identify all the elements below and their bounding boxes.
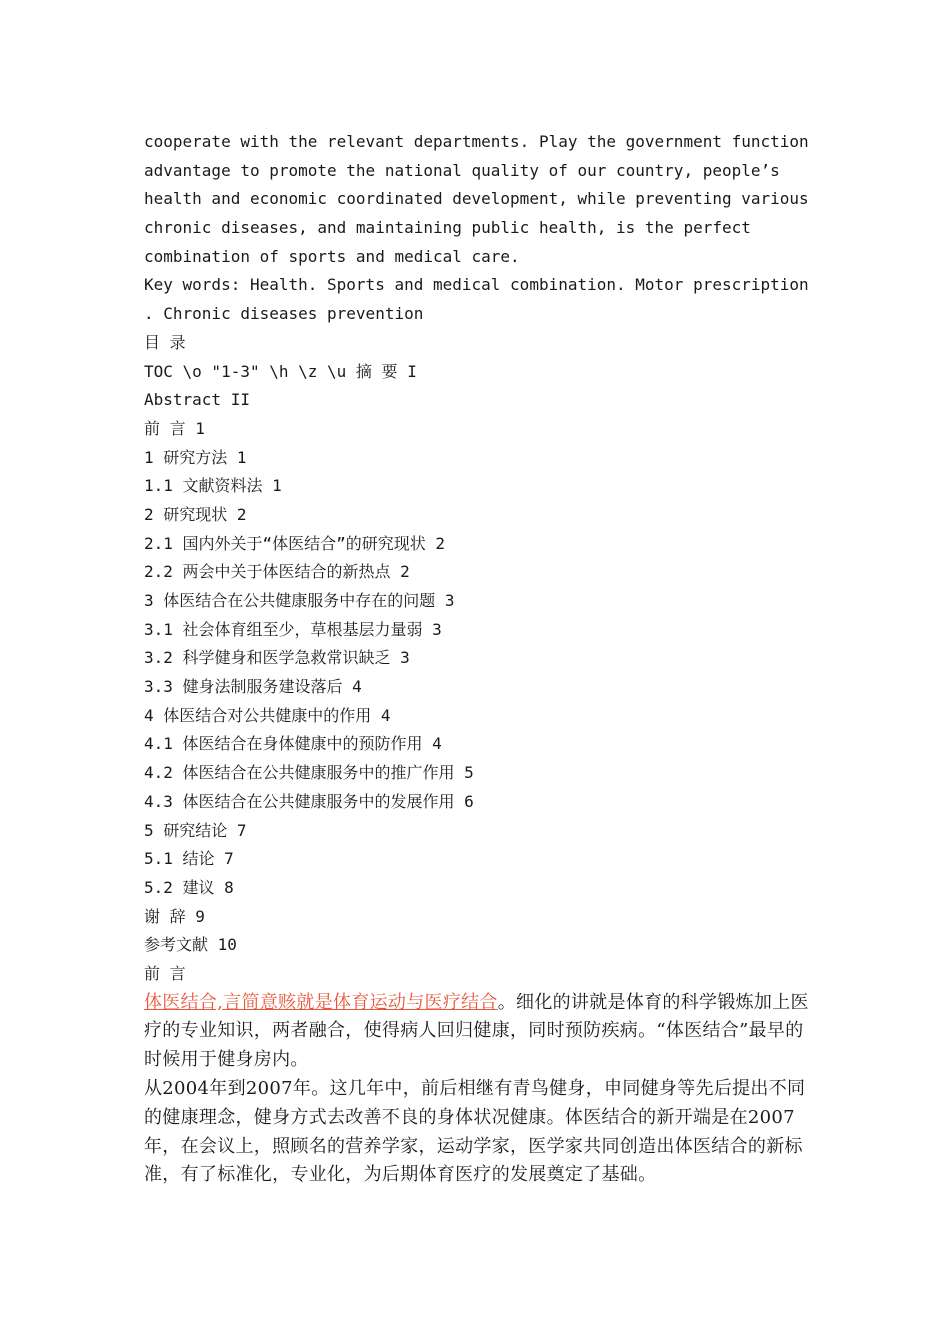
abstract-section — [144, 128, 809, 271]
keywords-line: Key words: Health. Sports and medical combination. Motor prescription — [144, 275, 809, 295]
toc-entry[interactable]: 4 体医结合对公共健康中的作用 4 — [144, 705, 391, 725]
abstract-line: chronic diseases, and maintaining public health, is the perfect — [144, 218, 751, 238]
toc-entry[interactable]: 1.1 文献资料法 1 — [144, 476, 282, 496]
preface-link[interactable]: 体医结合,言简意赅就是体育运动与医疗结合 — [144, 991, 498, 1013]
toc-entry[interactable]: 4.3 体医结合在公共健康服务中的发展作用 6 — [144, 791, 474, 811]
document-page — [144, 128, 809, 1190]
toc-entry[interactable]: 5.1 结论 7 — [144, 849, 234, 869]
toc-entry[interactable]: 4.2 体医结合在公共健康服务中的推广作用 5 — [144, 763, 474, 783]
preface-heading: 前 言 — [144, 963, 186, 983]
abstract-line: health and economic coordinated development, while preventing various — [144, 189, 809, 209]
toc-entry[interactable]: 参考文献 10 — [144, 935, 237, 955]
toc-heading: 目 录 — [144, 332, 186, 352]
toc-entry[interactable]: 5.2 建议 8 — [144, 877, 234, 897]
toc-entry[interactable]: 4.1 体医结合在身体健康中的预防作用 4 — [144, 734, 442, 754]
keywords-section — [144, 271, 809, 328]
toc-entry[interactable]: 3.1 社会体育组至少，草根基层力量弱 3 — [144, 619, 442, 639]
toc-entry[interactable]: 3.3 健身法制服务建设落后 4 — [144, 677, 362, 697]
toc-entry[interactable]: 1 研究方法 1 — [144, 447, 247, 467]
abstract-line: combination of sports and medical care. — [144, 246, 520, 266]
preface-paragraph-2: 从2004年到2007年。这几年中，前后相继有青鸟健身，申同健身等先后提出不同的健康理念，健身方式去改善不良的身体状况健康。体医结合的新开端是在2007年，在会议上，照顾名的营养学家，运动学家，医学家共同创造出体医结合的新标准，有了标准化，专业化，为后期体育医疗的发展奠定了基础。 — [144, 1078, 806, 1186]
abstract-line: cooperate with the relevant departments. Play the government function — [144, 132, 809, 151]
toc-entry[interactable]: 前 言 1 — [144, 418, 205, 438]
toc-entry[interactable]: 2.2 两会中关于体医结合的新热点 2 — [144, 562, 410, 582]
toc-entry[interactable]: 2.1 国内外关于“体医结合”的研究现状 2 — [144, 533, 446, 553]
toc-entry[interactable]: 谢 辞 9 — [144, 906, 205, 926]
abstract-line: advantage to promote the national quality of our country, people’s — [144, 160, 780, 180]
toc-entry[interactable]: 2 研究现状 2 — [144, 504, 247, 524]
table-of-contents — [144, 329, 809, 989]
toc-entry[interactable]: 5 研究结论 7 — [144, 820, 247, 840]
preface-paragraph-1 — [144, 989, 809, 1075]
toc-entry[interactable]: TOC \o "1-3" \h \z \u 摘 要 I — [144, 361, 417, 381]
toc-entry[interactable]: 3.2 科学健身和医学急救常识缺乏 3 — [144, 648, 410, 668]
preface-paragraph-1-text: 。细化的讲就是体育的科学锻炼加上医疗的专业知识，两者融合，使得病人回归健康，同时预防疾病。“体医结合”最早的时候用于健身房内。 — [144, 991, 809, 1071]
toc-entry[interactable]: 3 体医结合在公共健康服务中存在的问题 3 — [144, 591, 455, 610]
preface-body — [144, 989, 809, 1191]
keywords-line: . Chronic diseases prevention — [144, 304, 424, 324]
toc-entry[interactable]: Abstract II — [144, 390, 250, 410]
